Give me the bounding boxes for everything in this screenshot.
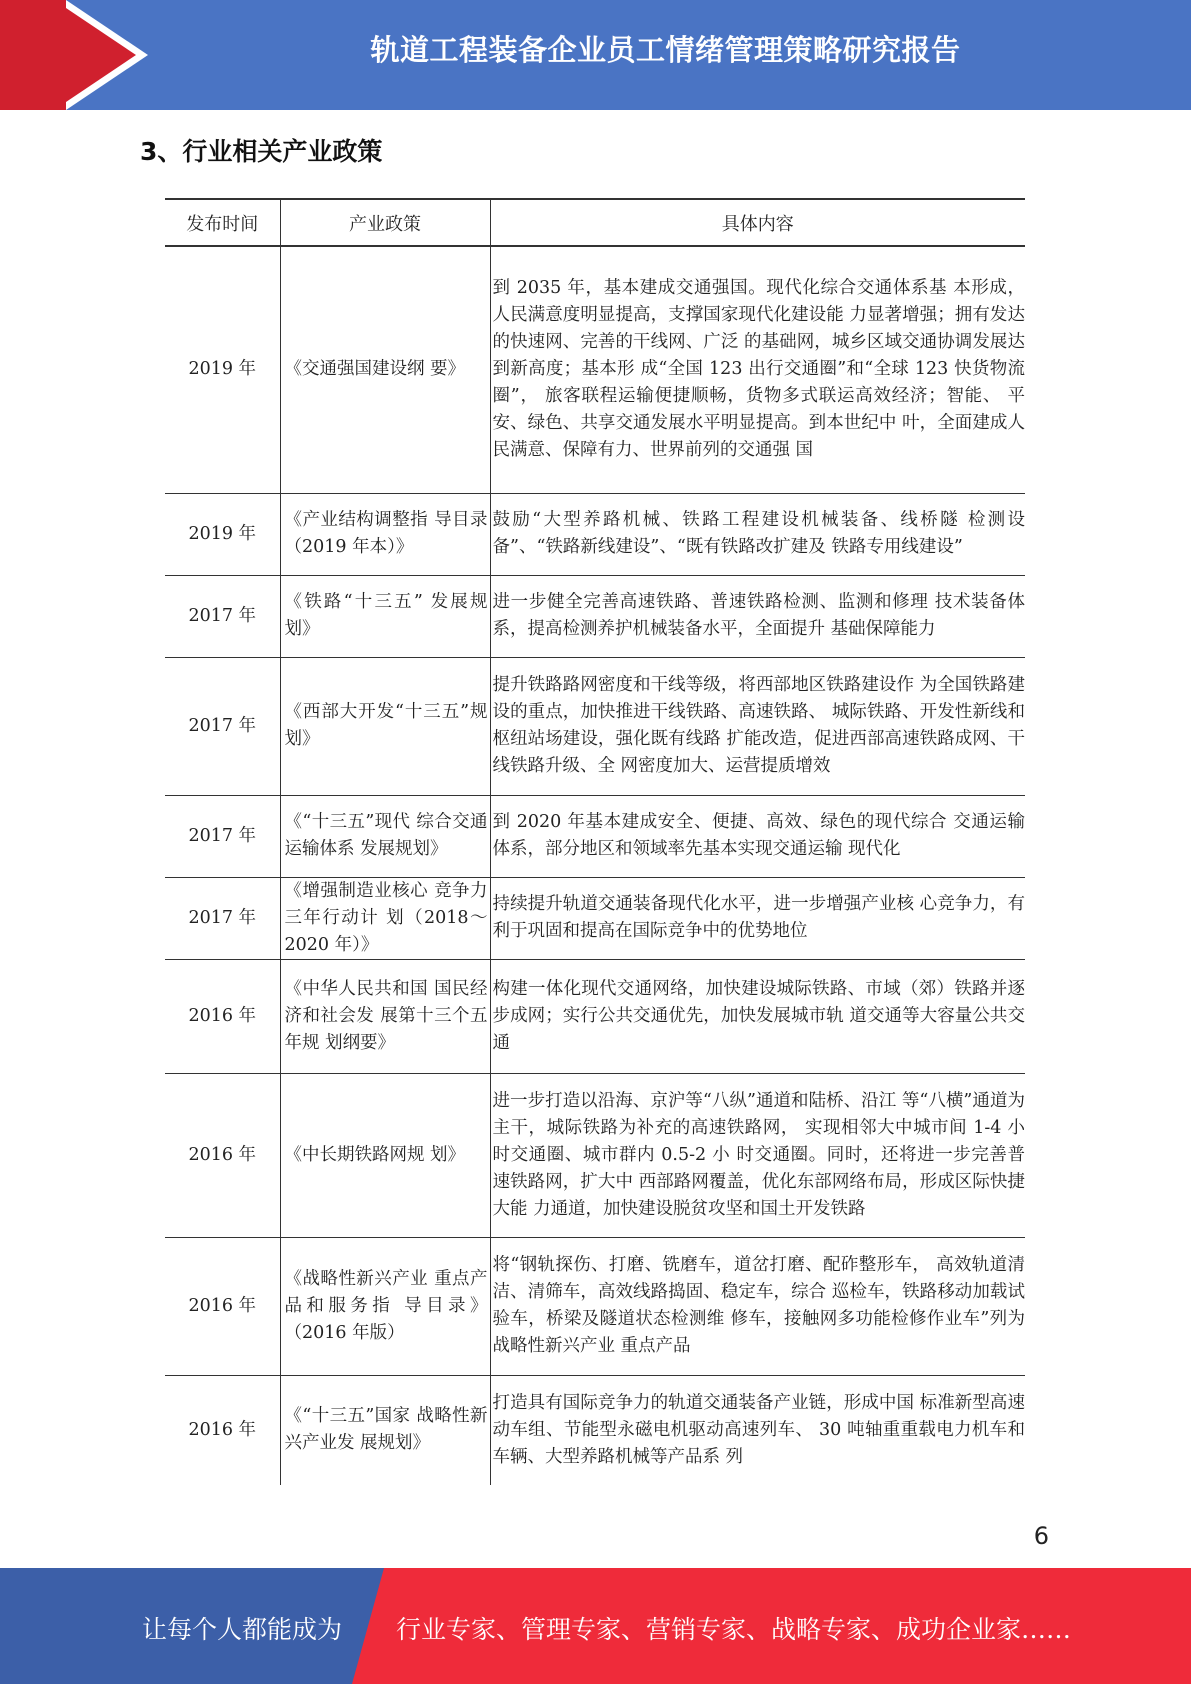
row-policy: 《交通强国建设纲 要》 [280, 246, 490, 493]
row-content: 鼓励“大型养路机械、铁路工程建设机械装备、线桥隧 检测设备”、“铁路新线建设”、“既有铁路改扩建及 铁路专用线建设” [490, 493, 1025, 575]
policy-table [165, 198, 1025, 1485]
row-policy: 《铁路“十三五” 发展规划》 [280, 575, 490, 657]
table-row [165, 575, 1025, 657]
table-row [165, 657, 1025, 795]
header-chevron-inner [66, 8, 136, 102]
section-title: 3、行业相关产业政策 [140, 137, 383, 166]
header-industry-policy: 产业政策 [280, 199, 490, 246]
table-row [165, 493, 1025, 575]
row-year: 2017 年 [165, 877, 280, 959]
row-content: 到 2035 年，基本建成交通强国。现代化综合交通体系基 本形成，人民满意度明显提高，支撑国家现代化建设能 力显著增强；拥有发达的快速网、完善的干线网、广泛 的基础网，城乡区域交通协调发展达到新高度；基本形 成“全国 123 出行交通圈”和“全球 123 快货物流圈”， 旅客联程运输便捷顺畅，货物多式联运高效经济；智能、 平安、绿色、共享交通发展水平明显提高。到本世纪中 叶，全面建成人民满意、保障有力、世界前列的交通强 国 [490, 246, 1025, 493]
row-content: 提升铁路路网密度和干线等级，将西部地区铁路建设作 为全国铁路建设的重点，加快推进干线铁路、高速铁路、 城际铁路、开发性新线和枢纽站场建设，强化既有线路 扩能改造，促进西部高速铁路成网、干线铁路升级、全 网密度加大、运营提质增效 [490, 657, 1025, 795]
table-row [165, 1073, 1025, 1237]
footer-slogan-left: 让每个人都能成为 [142, 1615, 343, 1644]
table-row [165, 877, 1025, 959]
report-title: 轨道工程装备企业员工情绪管理策略研究报告 [370, 33, 961, 67]
row-year: 2017 年 [165, 795, 280, 877]
row-policy: 《中长期铁路网规 划》 [280, 1073, 490, 1237]
row-policy: 《“十三五”国家 战略性新兴产业发 展规划》 [280, 1375, 490, 1485]
table-row [165, 246, 1025, 493]
row-year: 2016 年 [188, 1419, 257, 1440]
table-row [165, 1375, 1025, 1485]
row-year: 2016 年 [165, 1073, 280, 1237]
footer-slogan-right: 行业专家、管理专家、营销专家、战略专家、成功企业家…… [396, 1615, 1072, 1644]
header-specific-content: 具体内容 [490, 199, 1025, 246]
row-policy: 《战略性新兴产业 重点产品和服务指 导目录》（2016 年版） [280, 1237, 490, 1375]
row-content: 进一步打造以沿海、京沪等“八纵”通道和陆桥、沿江 等“八横”通道为主干，城际铁路为补充的高速铁路网， 实现相邻大中城市间 1-4 小时交通圈、城市群内 0.5-2 小 时交通圈。同时，还将进一步完善普速铁路网，扩大中 西部路网覆盖，优化东部网络布局，形成区际快捷大能 力通道，加快建设脱贫攻坚和国土开发铁路 [490, 1073, 1025, 1237]
page-header [0, 0, 1191, 110]
table-header-row [165, 199, 1025, 246]
row-year: 2016 年 [165, 959, 280, 1073]
row-policy: 《西部大开发“十三五”规划》 [280, 657, 490, 795]
row-year: 2016 年 [165, 1237, 280, 1375]
row-content: 将“钢轨探伤、打磨、铣磨车，道岔打磨、配砟整形车， 高效轨道清洁、清筛车，高效线路捣固、稳定车，综合 巡检车，铁路移动加载试验车，桥梁及隧道状态检测维 修车，接触网多功能检修作业车”列为战略性新兴产业 重点产品 [490, 1237, 1025, 1375]
footer-blue-slant [352, 1568, 384, 1684]
row-content: 构建一体化现代交通网络，加快建设城际铁路、市域（郊）铁路并逐步成网；实行公共交通优先，加快发展城市轨 道交通等大容量公共交通 [490, 959, 1025, 1073]
row-policy: 《中华人民共和国 国民经济和社会发 展第十三个五年规 划纲要》 [280, 959, 490, 1073]
row-content: 打造具有国际竞争力的轨道交通装备产业链，形成中国 标准新型高速动车组、节能型永磁电机驱动高速列车、 30 吨轴重重载电力机车和车辆、大型养路机械等产品系 列 [490, 1375, 1025, 1485]
row-year: 2019 年 [165, 246, 280, 493]
row-content: 进一步健全完善高速铁路、普速铁路检测、监测和修理 技术装备体系，提高检测养护机械装备水平，全面提升 基础保障能力 [490, 575, 1025, 657]
row-policy: 《增强制造业核心 竞争力三年行动计 划（2018～2020 年）》 [280, 877, 490, 959]
page-number: 6 [1033, 1522, 1049, 1550]
row-policy: 《产业结构调整指 导目录（2019 年本）》 [280, 493, 490, 575]
row-policy: 《“十三五”现代 综合交通运输体系 发展规划》 [280, 795, 490, 877]
table-row [165, 795, 1025, 877]
row-content: 持续提升轨道交通装备现代化水平，进一步增强产业核 心竞争力，有利于巩固和提高在国际竞争中的优势地位 [490, 877, 1025, 959]
row-year: 2019 年 [165, 493, 280, 575]
row-content: 到 2020 年基本建成安全、便捷、高效、绿色的现代综合 交通运输体系，部分地区和领域率先基本实现交通运输 现代化 [490, 795, 1025, 877]
row-year: 2017 年 [165, 657, 280, 795]
table-row [165, 959, 1025, 1073]
header-red-block [0, 0, 66, 110]
row-year: 2017 年 [165, 575, 280, 657]
table-row [165, 1237, 1025, 1375]
page-footer [0, 1568, 1191, 1684]
header-release-time: 发布时间 [165, 199, 280, 246]
